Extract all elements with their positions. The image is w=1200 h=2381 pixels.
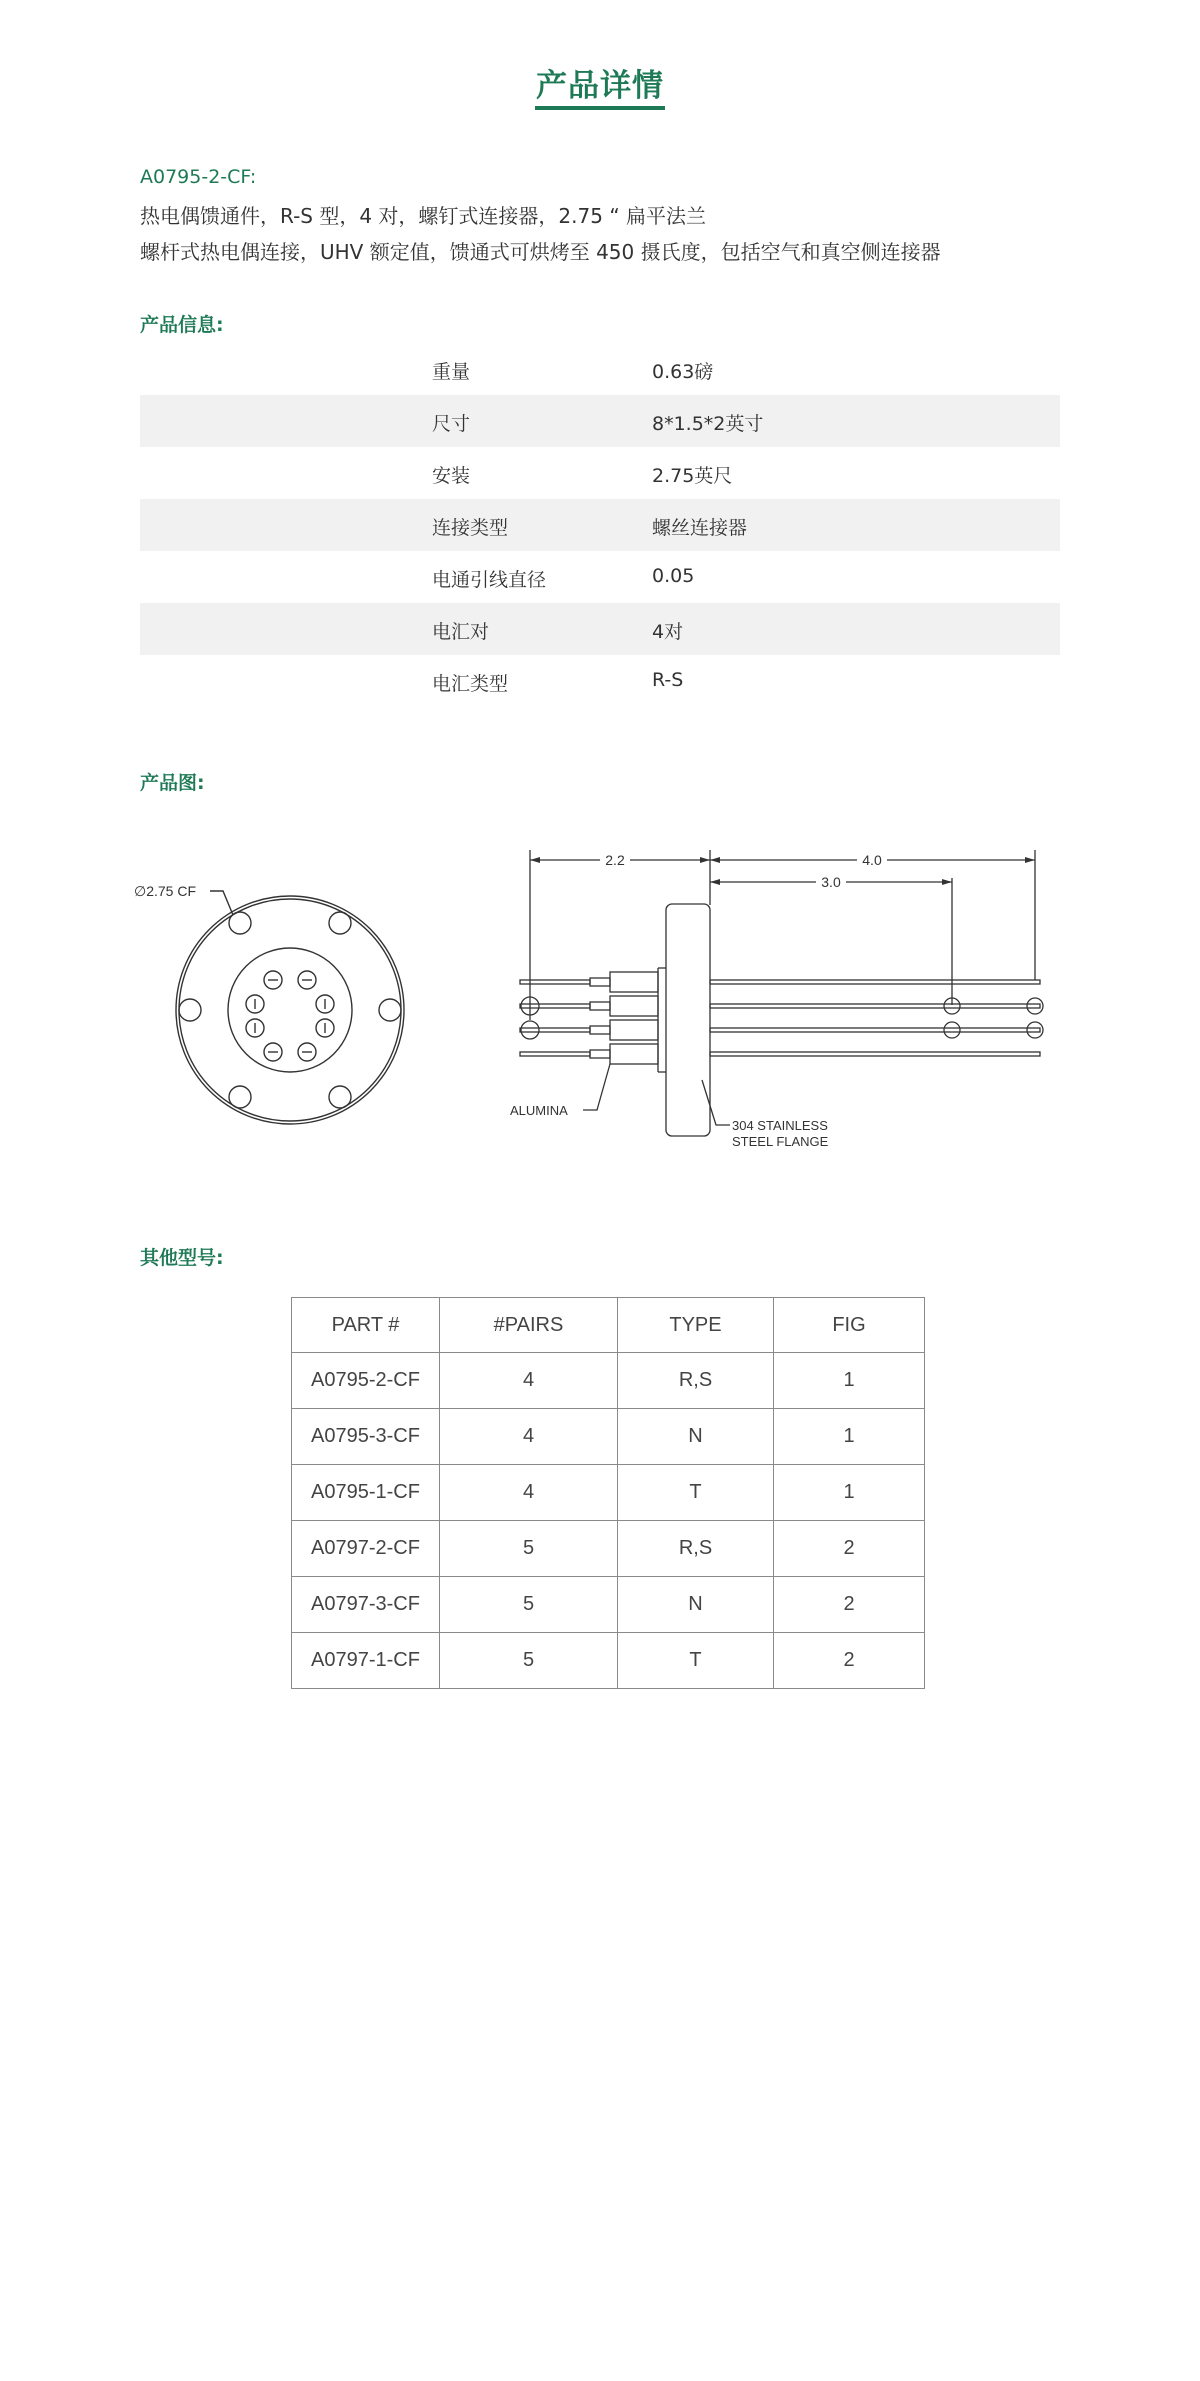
table-cell: 5 <box>440 1633 618 1689</box>
product-drawing <box>120 820 1060 1160</box>
table-cell: 2 <box>774 1521 925 1577</box>
info-heading: 产品信息: <box>140 314 224 336</box>
model-code: A0795-2-CF: <box>140 166 257 188</box>
info-row <box>140 551 1060 603</box>
table-cell: 1 <box>774 1353 925 1409</box>
table-cell: N <box>618 1577 774 1633</box>
table-cell: A0795-3-CF <box>292 1409 440 1465</box>
table-row <box>292 1465 925 1521</box>
table-cell: A0797-2-CF <box>292 1521 440 1577</box>
info-value: 4对 <box>652 621 684 643</box>
table-cell: N <box>618 1409 774 1465</box>
page-title: 产品详情 <box>536 68 664 104</box>
side-view <box>520 850 1043 1136</box>
table-cell: 5 <box>440 1577 618 1633</box>
table-cell: 2 <box>774 1633 925 1689</box>
info-label: 安装 <box>432 465 471 487</box>
info-label: 电通引线直径 <box>432 569 547 591</box>
info-value: 螺丝连接器 <box>652 517 748 539</box>
table-cell: R,S <box>618 1353 774 1409</box>
info-row <box>140 343 1060 395</box>
title-underline <box>535 106 665 110</box>
table-cell: A0795-1-CF <box>292 1465 440 1521</box>
info-label: 电汇类型 <box>432 673 509 695</box>
table-cell: T <box>618 1465 774 1521</box>
info-value: 2.75英尺 <box>652 465 733 487</box>
models-table <box>291 1297 925 1689</box>
alumina-label: ALUMINA <box>510 1103 568 1118</box>
info-row <box>140 603 1060 655</box>
table-cell: A0797-3-CF <box>292 1577 440 1633</box>
column-header-pairs: #PAIRS <box>440 1298 618 1353</box>
info-row <box>140 395 1060 447</box>
info-label: 重量 <box>432 361 471 383</box>
table-row <box>292 1633 925 1689</box>
table-cell: A0797-1-CF <box>292 1633 440 1689</box>
table-cell: 2 <box>774 1577 925 1633</box>
column-header-part: PART # <box>292 1298 440 1353</box>
info-row <box>140 655 1060 707</box>
table-cell: 1 <box>774 1465 925 1521</box>
models-heading: 其他型号: <box>140 1247 224 1269</box>
table-row <box>292 1577 925 1633</box>
info-label: 尺寸 <box>432 413 471 435</box>
info-table <box>140 343 1060 707</box>
column-header-fig: FIG <box>774 1298 925 1353</box>
steel-label-line-2: STEEL FLANGE <box>732 1134 829 1149</box>
dim-left-label: 2.2 <box>605 852 625 868</box>
info-value: 0.05 <box>652 565 695 587</box>
info-value: 0.63磅 <box>652 361 714 383</box>
column-header-type: TYPE <box>618 1298 774 1353</box>
table-cell: 4 <box>440 1409 618 1465</box>
table-row <box>292 1353 925 1409</box>
description-line-2: 螺杆式热电偶连接，UHV 额定值，馈通式可烘烤至 450 摄氏度，包括空气和真空侧连接器 <box>140 240 941 264</box>
drawing-heading: 产品图: <box>140 772 205 794</box>
dim-right-label: 4.0 <box>862 852 882 868</box>
table-cell: 4 <box>440 1353 618 1409</box>
flange-size-label: ∅2.75 CF <box>134 883 196 899</box>
table-cell: R,S <box>618 1521 774 1577</box>
table-cell: 5 <box>440 1521 618 1577</box>
table-cell: 1 <box>774 1409 925 1465</box>
info-label: 电汇对 <box>432 621 490 643</box>
table-cell: T <box>618 1633 774 1689</box>
info-value: R-S <box>652 669 684 691</box>
dim-inner-label: 3.0 <box>821 874 841 890</box>
table-row <box>292 1521 925 1577</box>
flange-front-view <box>176 891 404 1124</box>
info-label: 连接类型 <box>432 517 509 539</box>
info-row <box>140 447 1060 499</box>
models-table-header-row <box>292 1298 925 1353</box>
description-line-1: 热电偶馈通件，R-S 型，4 对，螺钉式连接器，2.75 “ 扁平法兰 <box>140 204 707 228</box>
info-row <box>140 499 1060 551</box>
table-cell: 4 <box>440 1465 618 1521</box>
info-value: 8*1.5*2英寸 <box>652 413 764 435</box>
table-row <box>292 1409 925 1465</box>
table-cell: A0795-2-CF <box>292 1353 440 1409</box>
steel-label-line-1: 304 STAINLESS <box>732 1118 828 1133</box>
